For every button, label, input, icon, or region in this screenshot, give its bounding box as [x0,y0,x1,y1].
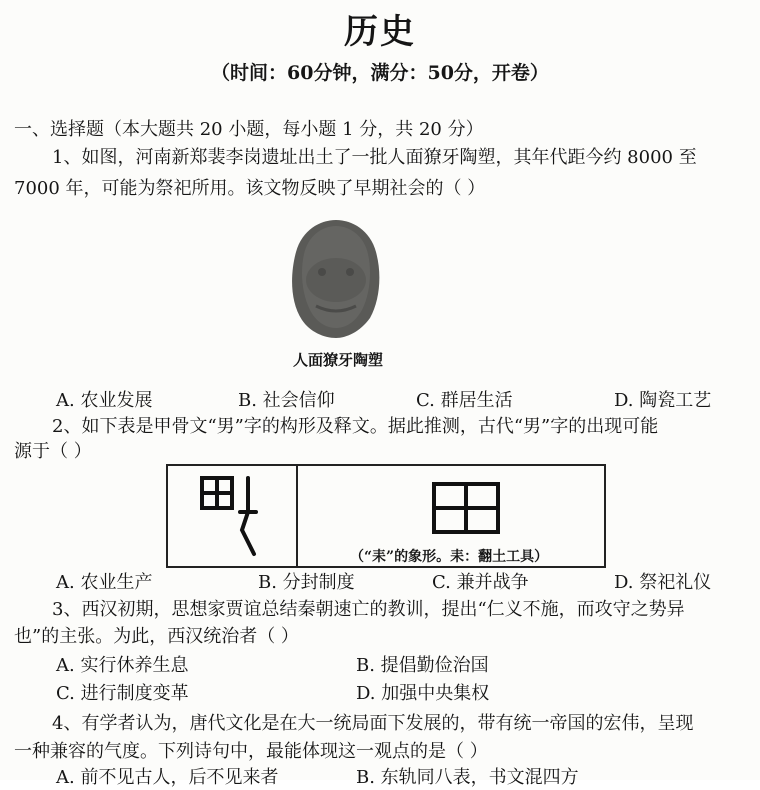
q2-stem-line2: 源于（ ） [14,441,92,462]
q3-stem-line2: 也”的主张。为此，西汉统治者（ ） [14,626,299,647]
q3-option-b[interactable]: B. 提倡勤俭治国 [356,655,489,676]
q2-option-c[interactable]: C. 兼并战争 [432,572,529,593]
q4-option-a[interactable]: A. 前不见古人，后不见来者 [56,767,279,788]
q2-option-d[interactable]: D. 祭祀礼仪 [614,572,712,593]
q3-option-c[interactable]: C. 进行制度变革 [56,683,189,704]
q1-option-d[interactable]: D. 陶瓷工艺 [614,390,712,411]
q2-stem-line1: 2、如下表是甲骨文“男”字的构形及释文。据此推测，古代“男”字的出现可能 [52,416,659,437]
field-character-glyph [428,480,504,538]
section-heading: 一、选择题（本大题共 20 小题，每小题 1 分，共 20 分） [14,119,484,140]
oracle-bone-table [166,464,606,568]
q4-option-b[interactable]: B. 东轨同八表，书文混四方 [356,767,579,788]
q1-option-c[interactable]: C. 群居生活 [416,390,513,411]
q3-stem-line1: 3、西汉初期，思想家贾谊总结秦朝速亡的教训，提出“仁义不施，而攻守之势异 [52,599,685,620]
q4-stem-line1: 4、有学者认为，唐代文化是在大一统局面下发展的，带有统一帝国的宏伟，呈现 [52,713,694,734]
oracle-bone-nan-glyph [196,472,272,562]
q3-option-d[interactable]: D. 加强中央集权 [356,683,490,704]
q4-stem-line2: 一种兼容的气度。下列诗句中，最能体现这一观点的是（ ） [14,741,488,762]
q2-option-a[interactable]: A. 农业生产 [56,572,153,593]
q2-option-b[interactable]: B. 分封制度 [258,572,355,593]
exam-info: （时间：60分钟，满分：50分，开卷） [211,62,549,84]
q1-stem-line1: 1、如图，河南新郑裴李岗遗址出土了一批人面獠牙陶塑，其年代距今约 8000 至 [52,147,697,168]
q1-option-a[interactable]: A. 农业发展 [56,390,153,411]
image-caption: 人面獠牙陶塑 [293,351,384,369]
pottery-mask-image [286,216,386,340]
table-caption: （“耒”的象形。耒：翻土工具） [350,549,549,565]
table-divider [296,466,298,566]
page-title: 历史 [344,12,416,52]
q1-option-b[interactable]: B. 社会信仰 [238,390,335,411]
q3-option-a[interactable]: A. 实行休养生息 [56,655,189,676]
q1-stem-line2: 7000 年，可能为祭祀所用。该文物反映了早期社会的（ ） [14,178,486,199]
